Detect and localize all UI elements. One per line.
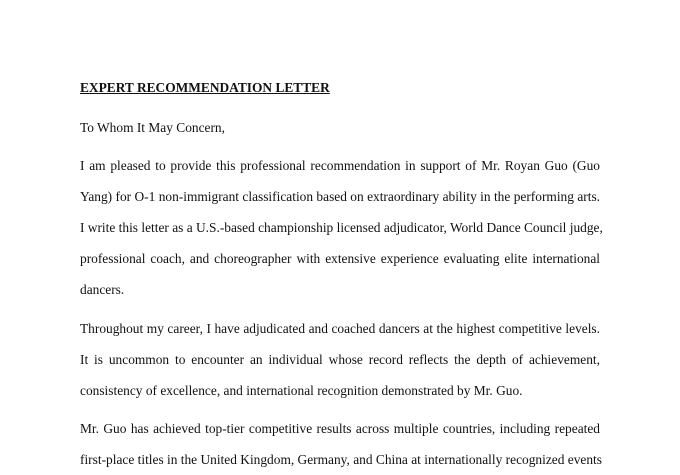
paragraph-line: professional coach, and choreographer with extensive experience evaluating elite international (80, 251, 600, 266)
paragraph-line-cut-off (80, 444, 602, 467)
paragraph-line: It is uncommon to encounter an individual whose record reflects the depth of achievement, (80, 352, 600, 367)
paragraph-line: I am pleased to provide this professional recommendation in support of Mr. Royan Guo (Guo (80, 158, 600, 173)
letter-title: EXPERT RECOMMENDATION LETTER (80, 80, 330, 95)
salutation: To Whom It May Concern, (80, 120, 225, 135)
paragraph-line: dancers. (80, 282, 125, 297)
paragraph-line: consistency of excellence, and international recognition demonstrated by Mr. Guo. (80, 383, 523, 398)
paragraph-line: I write this letter as a U.S.-based championship licensed adjudicator, World Dance Council judge, (80, 220, 603, 235)
paragraph-line: Yang) for O-1 non-immigrant classification based on extraordinary ability in the performing arts. (80, 189, 600, 204)
paragraph-achievements (80, 413, 600, 444)
paragraph-line: first-place titles in the United Kingdom, Germany, and China at internationally recognized events (80, 452, 602, 467)
paragraph-line: Mr. Guo has achieved top-tier competitive results across multiple countries, including repeated (80, 421, 600, 436)
paragraph-career (80, 313, 600, 406)
paragraph-line: Throughout my career, I have adjudicated and coached dancers at the highest competitive levels. (80, 321, 600, 336)
paragraph-introduction (80, 150, 603, 305)
